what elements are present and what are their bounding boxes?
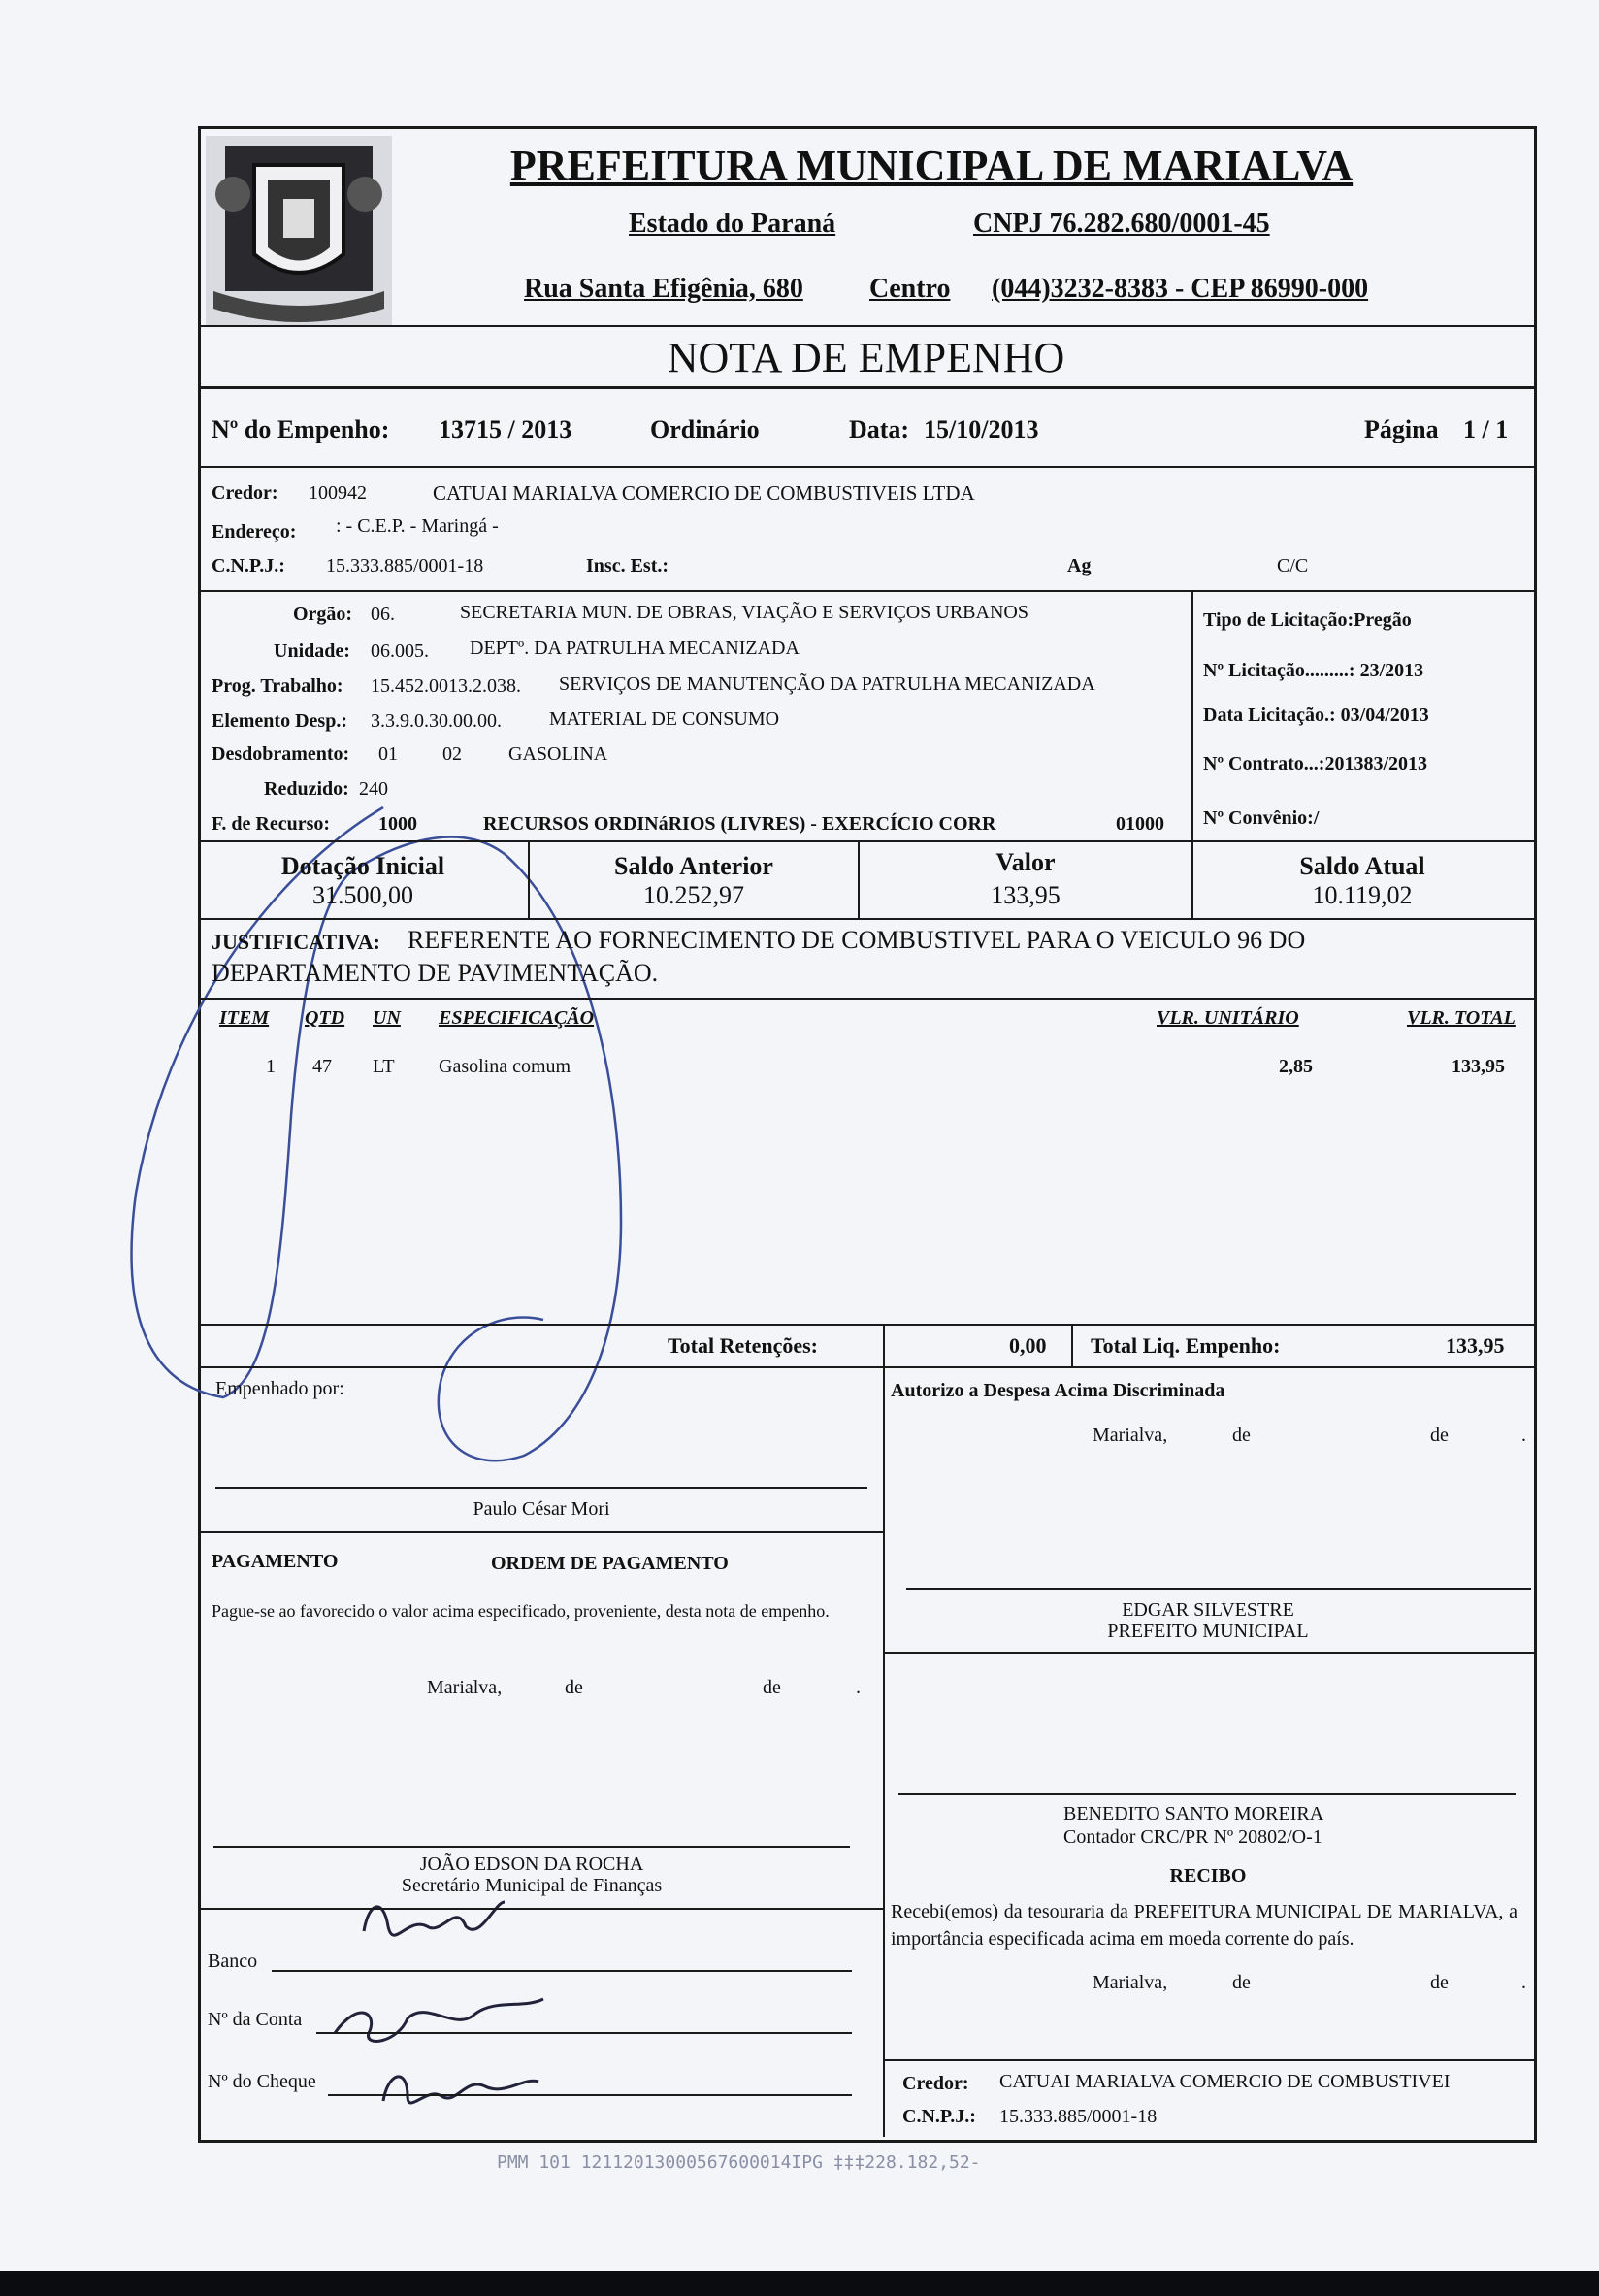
elemento-label: Elemento Desp.: [212,710,347,732]
recibo-de-1: de [1232,1972,1251,1993]
prog-name: SERVIÇOS DE MANUTENÇÃO DA PATRULHA MECANIZADA [559,673,1095,695]
autorizo-de-1: de [1232,1425,1251,1446]
recurso-label: F. de Recurso: [212,813,331,835]
recurso-code: 1000 [378,813,417,835]
credor-label: Credor: [212,482,278,504]
saldo-anterior-label: Saldo Anterior [614,852,773,880]
empenho-number-label: Nº do Empenho: [212,415,390,443]
recibo-title: RECIBO [1169,1865,1247,1886]
unidade-code: 06.005. [371,640,429,662]
cnpj-text: CNPJ 76.282.680/0001-45 [973,209,1270,239]
col-vlr-unitario: VLR. UNITÁRIO [1157,1007,1299,1029]
scan-bottom-edge [0,2271,1599,2296]
reduzido-value: 240 [359,778,388,800]
document-title: NOTA DE EMPENHO [667,334,1065,381]
unidade-name: DEPTº. DA PATRULHA MECANIZADA [470,638,800,659]
valor-value: 133,95 [991,881,1061,909]
pagamento-city: Marialva, [427,1677,503,1698]
recibo-text: Recebi(emos) da tesouraria da PREFEITURA MUNICIPAL DE MARIALVA, a importância especificada acima em moeda corrente do país. [891,1901,1517,1950]
footer-stamp: PMM 101 12112013000567600014IPG ‡‡‡228.182,52- [497,2152,981,2173]
licitacao-type: Tipo de Licitação:Pregão [1203,609,1412,631]
phone-cep-text: (044)3232-8383 - CEP 86990-000 [992,274,1369,304]
row-qtd: 47 [312,1056,332,1077]
row-spec: Gasolina comum [439,1056,571,1077]
prog-code: 15.452.0013.2.038. [371,675,521,697]
conta-label: Nº da Conta [208,2009,303,2030]
autorizo-dot: . [1521,1425,1526,1446]
justificativa-line-1: REFERENTE AO FORNECIMENTO DE COMBUSTIVEL PARA O VEICULO 96 DO [408,926,1306,954]
prefeito-name: EDGAR SILVESTRE [1122,1599,1294,1621]
address-label: Endereço: [212,521,297,542]
empenhado-name: Paulo César Mori [473,1498,610,1520]
empenho-date: 15/10/2013 [924,415,1039,443]
col-especificacao: ESPECIFICAÇÃO [439,1007,595,1029]
row-total: 133,95 [1452,1056,1505,1077]
elemento-code: 3.3.9.0.30.00.00. [371,710,502,732]
row-item: 1 [266,1056,276,1077]
empenho-date-label: Data: [849,415,910,443]
elemento-name: MATERIAL DE CONSUMO [549,708,780,730]
saldo-atual-label: Saldo Atual [1299,852,1425,880]
recibo-dot: . [1521,1972,1526,1993]
autorizo-label: Autorizo a Despesa Acima Discriminada [891,1380,1225,1401]
municipality-title: PREFEITURA MUNICIPAL DE MARIALVA [509,142,1354,189]
recibo-de-2: de [1430,1972,1449,1993]
recibo-cnpj-label: C.N.P.J.: [902,2106,976,2127]
recibo-credor-name: CATUAI MARIALVA COMERCIO DE COMBUSTIVEI [999,2071,1451,2092]
empenho-type: Ordinário [650,415,760,443]
desdobramento-code-2: 02 [442,743,462,765]
address-text: Rua Santa Efigênia, 680 [524,274,803,304]
empenho-number: 13715 / 2013 [439,415,572,443]
credor-cnpj-label: C.N.P.J.: [212,555,285,576]
banco-label: Banco [208,1951,258,1972]
credor-name: CATUAI MARIALVA COMERCIO DE COMBUSTIVEIS LTDA [433,481,975,505]
page-label: Página [1364,415,1439,443]
justificativa-label: JUSTIFICATIVA: [212,930,381,954]
valor-label: Valor [995,848,1056,876]
reduzido-label: Reduzido: [264,778,349,800]
credor-address: : - C.E.P. - Maringá - [336,515,499,537]
recurso-code-2: 01000 [1116,813,1164,835]
desdobramento-code-1: 01 [378,743,398,765]
liq-empenho-value: 133,95 [1446,1333,1505,1358]
retencoes-label: Total Retenções: [668,1333,818,1358]
col-item: ITEM [219,1007,270,1029]
secretario-name: JOÃO EDSON DA ROCHA [419,1853,644,1875]
page-number: 1 / 1 [1463,415,1509,443]
recibo-cnpj: 15.333.885/0001-18 [999,2106,1158,2127]
prefeito-title: PREFEITO MUNICIPAL [1107,1621,1309,1642]
unidade-label: Unidade: [274,640,350,662]
state-text: Estado do Paraná [629,209,836,239]
prog-label: Prog. Trabalho: [212,675,343,697]
pagamento-label: PAGAMENTO [212,1551,339,1572]
justificativa-line-2: DEPARTAMENTO DE PAVIMENTAÇÃO. [212,959,659,987]
recibo-city: Marialva, [1093,1972,1168,1993]
district-text: Centro [869,274,951,304]
licitacao-number: Nº Licitação.........: 23/2013 [1203,660,1424,681]
liq-empenho-label: Total Liq. Empenho: [1091,1333,1281,1358]
col-qtd: QTD [305,1007,345,1029]
contrato-number: Nº Contrato...:201383/2013 [1203,753,1428,774]
recurso-name: RECURSOS ORDINáRIOS (LIVRES) - EXERCÍCIO CORR [483,813,996,835]
pagamento-de-1: de [565,1677,583,1698]
secretario-title: Secretário Municipal de Finanças [401,1875,663,1896]
cheque-label: Nº do Cheque [208,2071,316,2092]
saldo-atual-value: 10.119,02 [1312,881,1413,909]
ordem-pagamento-label: ORDEM DE PAGAMENTO [491,1553,729,1574]
dotacao-value: 31.500,00 [312,881,413,909]
orgao-code: 06. [371,604,395,625]
pagamento-de-2: de [763,1677,781,1698]
saldo-anterior-value: 10.252,97 [643,881,744,909]
desdobramento-name: GASOLINA [508,743,608,765]
credor-cnpj: 15.333.885/0001-18 [326,555,484,576]
autorizo-city: Marialva, [1093,1425,1168,1446]
cc-label: C/C [1277,555,1309,576]
insc-est-label: Insc. Est.: [586,555,669,576]
orgao-label: Orgão: [293,604,353,625]
autorizo-de-2: de [1430,1425,1449,1446]
row-unit-price: 2,85 [1279,1056,1313,1077]
empenhado-label: Empenhado por: [215,1378,344,1399]
contador-name: BENEDITO SANTO MOREIRA [1063,1803,1324,1824]
convenio-number: Nº Convênio:/ [1203,807,1320,829]
recibo-credor-label: Credor: [902,2073,969,2094]
desdobramento-label: Desdobramento: [212,743,350,765]
row-un: LT [373,1056,395,1077]
col-vlr-total: VLR. TOTAL [1407,1007,1516,1029]
pagamento-dot: . [856,1677,861,1698]
licitacao-date: Data Licitação.: 03/04/2013 [1203,705,1429,726]
ag-label: Ag [1067,555,1092,576]
pagamento-text: Pague-se ao favorecido o valor acima especificado, proveniente, desta nota de empenho. [212,1601,830,1621]
dotacao-label: Dotação Inicial [280,852,445,880]
retencoes-value: 0,00 [1009,1333,1047,1358]
orgao-name: SECRETARIA MUN. DE OBRAS, VIAÇÃO E SERVIÇOS URBANOS [460,602,1028,623]
credor-code: 100942 [309,482,367,504]
contador-title: Contador CRC/PR Nº 20802/O-1 [1063,1826,1322,1848]
col-un: UN [373,1007,401,1029]
